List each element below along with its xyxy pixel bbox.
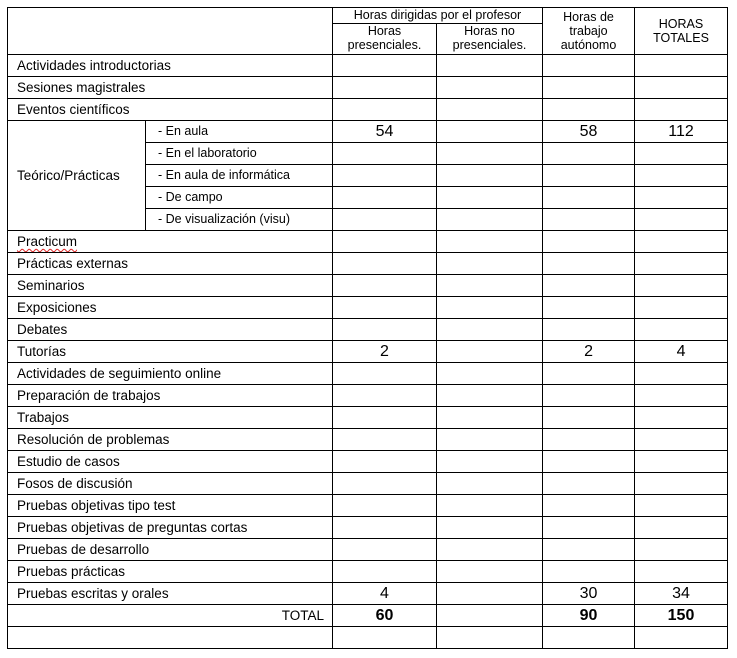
cell-total-horas: 112: [635, 121, 728, 143]
cell-autonomo: [543, 495, 635, 517]
cell-autonomo: [543, 429, 635, 451]
table-row: [8, 473, 728, 495]
subactivity-label: - En aula de informática: [146, 165, 333, 187]
cell-presenciales: 60: [333, 605, 437, 627]
cell-autonomo: [543, 77, 635, 99]
cell-autonomo: [543, 253, 635, 275]
cell-total-horas: 34: [635, 583, 728, 605]
cell-autonomo: [543, 187, 635, 209]
cell-total-horas: [635, 187, 728, 209]
activity-label: Seminarios: [8, 275, 333, 297]
header-blank-cell: [8, 8, 333, 55]
cell-total-horas: [635, 99, 728, 121]
cell-no-presenciales: [437, 99, 543, 121]
cell-presenciales: [333, 385, 437, 407]
cell-no-presenciales: [437, 517, 543, 539]
activity-label: Pruebas prácticas: [8, 561, 333, 583]
cell-no-presenciales: [437, 363, 543, 385]
cell-presenciales: [333, 363, 437, 385]
cell-autonomo: [543, 231, 635, 253]
activity-label: Sesiones magistrales: [8, 77, 333, 99]
table-row: [8, 319, 728, 341]
table-row: [8, 561, 728, 583]
cell-no-presenciales: [437, 407, 543, 429]
empty-cell: [8, 627, 333, 649]
activity-label: Debates: [8, 319, 333, 341]
cell-presenciales: [333, 539, 437, 561]
cell-presenciales: [333, 297, 437, 319]
table-row: [8, 297, 728, 319]
activity-label: Resolución de problemas: [8, 429, 333, 451]
cell-autonomo: [543, 209, 635, 231]
table-row: [8, 429, 728, 451]
cell-no-presenciales: [437, 253, 543, 275]
cell-autonomo: 58: [543, 121, 635, 143]
cell-total-horas: [635, 429, 728, 451]
header-row-1: [8, 8, 728, 24]
cell-no-presenciales: [437, 143, 543, 165]
cell-total-horas: [635, 363, 728, 385]
cell-total-horas: [635, 231, 728, 253]
cell-autonomo: [543, 297, 635, 319]
empty-cell: [635, 627, 728, 649]
table-row: [8, 77, 728, 99]
cell-no-presenciales: [437, 55, 543, 77]
cell-total-horas: [635, 143, 728, 165]
cell-no-presenciales: [437, 187, 543, 209]
cell-autonomo: [543, 517, 635, 539]
cell-presenciales: 4: [333, 583, 437, 605]
table-row: [8, 495, 728, 517]
header-autonomo: Horas de trabajo autónomo: [543, 8, 635, 55]
cell-no-presenciales: [437, 429, 543, 451]
activity-label: Practicum: [8, 231, 333, 253]
activity-label: Tutorías: [8, 341, 333, 363]
cell-total-horas: [635, 297, 728, 319]
cell-total-horas: 150: [635, 605, 728, 627]
cell-total-horas: [635, 165, 728, 187]
cell-autonomo: [543, 473, 635, 495]
table-row: [8, 363, 728, 385]
cell-autonomo: [543, 385, 635, 407]
activity-label: Eventos científicos: [8, 99, 333, 121]
activity-label: Fosos de discusión: [8, 473, 333, 495]
cell-autonomo: 90: [543, 605, 635, 627]
empty-cell: [437, 627, 543, 649]
cell-no-presenciales: [437, 121, 543, 143]
cell-autonomo: [543, 99, 635, 121]
cell-presenciales: [333, 187, 437, 209]
cell-total-horas: [635, 561, 728, 583]
hours-table: [7, 7, 728, 649]
cell-presenciales: [333, 319, 437, 341]
cell-no-presenciales: [437, 539, 543, 561]
table-row: [8, 99, 728, 121]
cell-presenciales: [333, 165, 437, 187]
subactivity-label: - En aula: [146, 121, 333, 143]
table-row: [8, 451, 728, 473]
activity-label: Pruebas objetivas tipo test: [8, 495, 333, 517]
cell-presenciales: 54: [333, 121, 437, 143]
cell-no-presenciales: [437, 495, 543, 517]
activity-label: Preparación de trabajos: [8, 385, 333, 407]
cell-no-presenciales: [437, 561, 543, 583]
header-presenciales: Horas presenciales.: [333, 24, 437, 55]
table-row: [8, 341, 728, 363]
header-group-label: Horas dirigidas por el profesor: [333, 8, 543, 24]
cell-presenciales: [333, 55, 437, 77]
header-totales: HORAS TOTALES: [635, 8, 728, 55]
activity-label: Prácticas externas: [8, 253, 333, 275]
cell-total-horas: 4: [635, 341, 728, 363]
teorico-practicas-label: Teórico/Prácticas: [8, 121, 146, 231]
cell-autonomo: [543, 363, 635, 385]
cell-autonomo: [543, 143, 635, 165]
cell-presenciales: [333, 99, 437, 121]
activity-label: Pruebas escritas y orales: [8, 583, 333, 605]
activity-label: Actividades de seguimiento online: [8, 363, 333, 385]
cell-no-presenciales: [437, 473, 543, 495]
cell-presenciales: [333, 561, 437, 583]
cell-presenciales: 2: [333, 341, 437, 363]
activity-label: Exposiciones: [8, 297, 333, 319]
subactivity-label: - En el laboratorio: [146, 143, 333, 165]
cell-presenciales: [333, 275, 437, 297]
table-row: [8, 253, 728, 275]
cell-autonomo: [543, 55, 635, 77]
cell-total-horas: [635, 495, 728, 517]
cell-autonomo: 2: [543, 341, 635, 363]
activity-label: Actividades introductorias: [8, 55, 333, 77]
cell-autonomo: [543, 319, 635, 341]
empty-cell: [543, 627, 635, 649]
cell-presenciales: [333, 517, 437, 539]
cell-presenciales: [333, 77, 437, 99]
table-row: [8, 275, 728, 297]
cell-total-horas: [635, 275, 728, 297]
cell-presenciales: [333, 451, 437, 473]
cell-presenciales: [333, 429, 437, 451]
cell-total-horas: [635, 209, 728, 231]
cell-no-presenciales: [437, 385, 543, 407]
activity-label: Pruebas objetivas de preguntas cortas: [8, 517, 333, 539]
subactivity-label: - De campo: [146, 187, 333, 209]
cell-presenciales: [333, 209, 437, 231]
cell-autonomo: [543, 407, 635, 429]
table-row: [8, 517, 728, 539]
cell-presenciales: [333, 407, 437, 429]
cell-autonomo: [543, 451, 635, 473]
table-row: [8, 407, 728, 429]
cell-total-horas: [635, 77, 728, 99]
cell-autonomo: [543, 561, 635, 583]
activity-label: Estudio de casos: [8, 451, 333, 473]
cell-total-horas: [635, 539, 728, 561]
activity-label: Trabajos: [8, 407, 333, 429]
cell-total-horas: [635, 253, 728, 275]
empty-cell: [333, 627, 437, 649]
cell-total-horas: [635, 451, 728, 473]
cell-total-horas: [635, 407, 728, 429]
table-row: [8, 385, 728, 407]
table-row: [8, 121, 728, 143]
cell-no-presenciales: [437, 341, 543, 363]
cell-autonomo: 30: [543, 583, 635, 605]
cell-autonomo: [543, 539, 635, 561]
activity-label: Pruebas de desarrollo: [8, 539, 333, 561]
cell-presenciales: [333, 231, 437, 253]
cell-total-horas: [635, 385, 728, 407]
cell-no-presenciales: [437, 297, 543, 319]
cell-no-presenciales: [437, 275, 543, 297]
cell-total-horas: [635, 55, 728, 77]
cell-no-presenciales: [437, 605, 543, 627]
empty-row: [8, 627, 728, 649]
subactivity-label: - De visualización (visu): [146, 209, 333, 231]
total-row: [8, 605, 728, 627]
cell-no-presenciales: [437, 319, 543, 341]
cell-no-presenciales: [437, 165, 543, 187]
header-no-presenciales: Horas no presenciales.: [437, 24, 543, 55]
cell-no-presenciales: [437, 77, 543, 99]
cell-presenciales: [333, 253, 437, 275]
table-row: [8, 583, 728, 605]
cell-no-presenciales: [437, 451, 543, 473]
cell-autonomo: [543, 275, 635, 297]
cell-presenciales: [333, 495, 437, 517]
cell-total-horas: [635, 517, 728, 539]
table-row: [8, 55, 728, 77]
cell-no-presenciales: [437, 231, 543, 253]
table-row: [8, 539, 728, 561]
cell-total-horas: [635, 473, 728, 495]
cell-presenciales: [333, 143, 437, 165]
table-row: [8, 231, 728, 253]
cell-no-presenciales: [437, 209, 543, 231]
cell-presenciales: [333, 473, 437, 495]
total-label: TOTAL: [8, 605, 333, 627]
cell-no-presenciales: [437, 583, 543, 605]
cell-total-horas: [635, 319, 728, 341]
cell-autonomo: [543, 165, 635, 187]
